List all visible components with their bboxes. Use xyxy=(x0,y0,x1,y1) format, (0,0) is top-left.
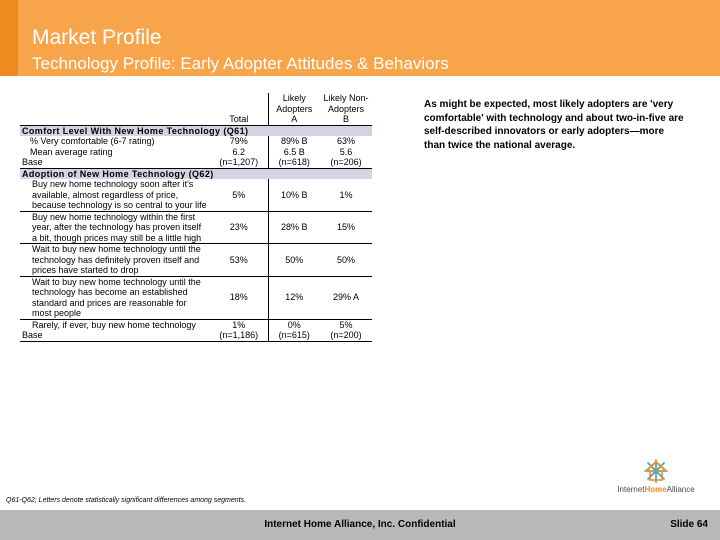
row-label: Wait to buy new home technology until the technology has definitely proven itself and prices have started to drop xyxy=(20,244,210,277)
table-row xyxy=(20,136,372,147)
data-table xyxy=(20,93,372,342)
cell-nonadopt: 50% xyxy=(320,244,372,277)
logo-wordmark xyxy=(606,485,706,494)
base-row xyxy=(20,157,372,168)
cell-likely: 0% xyxy=(268,319,320,330)
cell-nonadopt: 63% xyxy=(336,136,355,146)
cell-nonadopt: (n=206) xyxy=(320,157,372,168)
col-nonadopt-label: Likely Non-Adopters xyxy=(323,93,369,114)
row-label: % Very comfortable (6-7 rating) xyxy=(30,136,155,146)
table-row xyxy=(20,244,372,277)
cell-nonadopt: 5% xyxy=(320,319,372,330)
row-label: Base xyxy=(20,157,210,168)
slide-title: Market Profile xyxy=(32,26,162,49)
cell-total: 1% xyxy=(210,319,268,330)
section-header-adoption xyxy=(20,168,372,179)
section-header-comfort xyxy=(20,125,372,136)
cell-likely: 6.5 B xyxy=(268,147,320,158)
table-row xyxy=(20,211,372,244)
cell-total: 5% xyxy=(232,189,246,200)
slide-subtitle: Technology Profile: Early Adopter Attitudes & Behaviors xyxy=(32,54,449,73)
logo-word-internet: Internet xyxy=(617,485,645,494)
cell-nonadopt: 15% xyxy=(320,211,372,244)
table-row xyxy=(20,147,372,158)
table-row xyxy=(20,179,372,211)
company-logo xyxy=(606,458,706,498)
cell-total: (n=1,207) xyxy=(210,157,268,168)
cell-nonadopt: (n=200) xyxy=(320,330,372,341)
cell-likely: (n=618) xyxy=(268,157,320,168)
section-label: Adoption of New Home Technology (Q62) xyxy=(20,168,372,179)
table-row xyxy=(20,319,372,330)
col-likely-header xyxy=(268,93,320,125)
cell-total: 23% xyxy=(210,211,268,244)
cell-nonadopt: 5.6 xyxy=(339,146,353,157)
house-star-icon xyxy=(606,458,706,484)
cell-likely: 12% xyxy=(268,276,320,319)
row-label: Buy new home technology soon after it's available, almost regardless of price, because technology is so central to your life xyxy=(32,179,207,210)
col-likely-label: Likely Adopters xyxy=(276,93,313,114)
table-row xyxy=(20,276,372,319)
cell-nonadopt: 29% A xyxy=(320,276,372,319)
row-label: Buy new home technology within the first year, after the technology has proven itself a bit, though prices may still be a little high xyxy=(20,211,210,244)
cell-likely: 10% B xyxy=(268,179,320,211)
col-likely-code: A xyxy=(291,114,298,124)
cell-nonadopt: 1% xyxy=(339,189,353,200)
base-row xyxy=(20,330,372,341)
col-total-header: Total xyxy=(229,114,249,124)
cell-total: 18% xyxy=(210,276,268,319)
cell-likely: 50% xyxy=(268,244,320,277)
col-nonadopt-header xyxy=(320,93,372,125)
title-banner xyxy=(0,0,720,76)
section-label: Comfort Level With New Home Technology (Q61) xyxy=(20,125,372,136)
cell-total: 6.2 xyxy=(232,146,245,157)
cell-total: (n=1,186) xyxy=(210,330,268,341)
footnote: Q61-Q62; Letters denote statistically significant differences among segments. xyxy=(6,497,247,504)
col-nonadopt-code: B xyxy=(342,114,349,124)
narrative-text: As might be expected, most likely adopters are 'very comfortable' with technology and about two-in-five are self-described innovators or early adopters—more than twice the national average. xyxy=(424,99,684,151)
footer-bar xyxy=(0,510,720,540)
cell-likely: 89% B xyxy=(268,136,320,147)
header-row xyxy=(20,93,372,125)
logo-word-alliance: Alliance xyxy=(666,485,695,494)
row-label: Rarely, if ever, buy new home technology xyxy=(20,319,210,330)
cell-likely: (n=615) xyxy=(268,330,320,341)
cell-total: 79% xyxy=(229,136,248,146)
row-label: Wait to buy new home technology until the technology has become an established standard and prices are reasonable for most people xyxy=(20,276,210,319)
slide-number: Slide 64 xyxy=(670,519,708,530)
row-label: Mean average rating xyxy=(30,146,113,157)
row-label: Base xyxy=(20,330,210,341)
cell-total: 53% xyxy=(210,244,268,277)
cell-likely: 28% B xyxy=(268,211,320,244)
logo-word-home: Home xyxy=(644,485,667,494)
banner-accent xyxy=(0,0,18,76)
confidential-notice: Internet Home Alliance, Inc. Confidential xyxy=(264,519,456,530)
